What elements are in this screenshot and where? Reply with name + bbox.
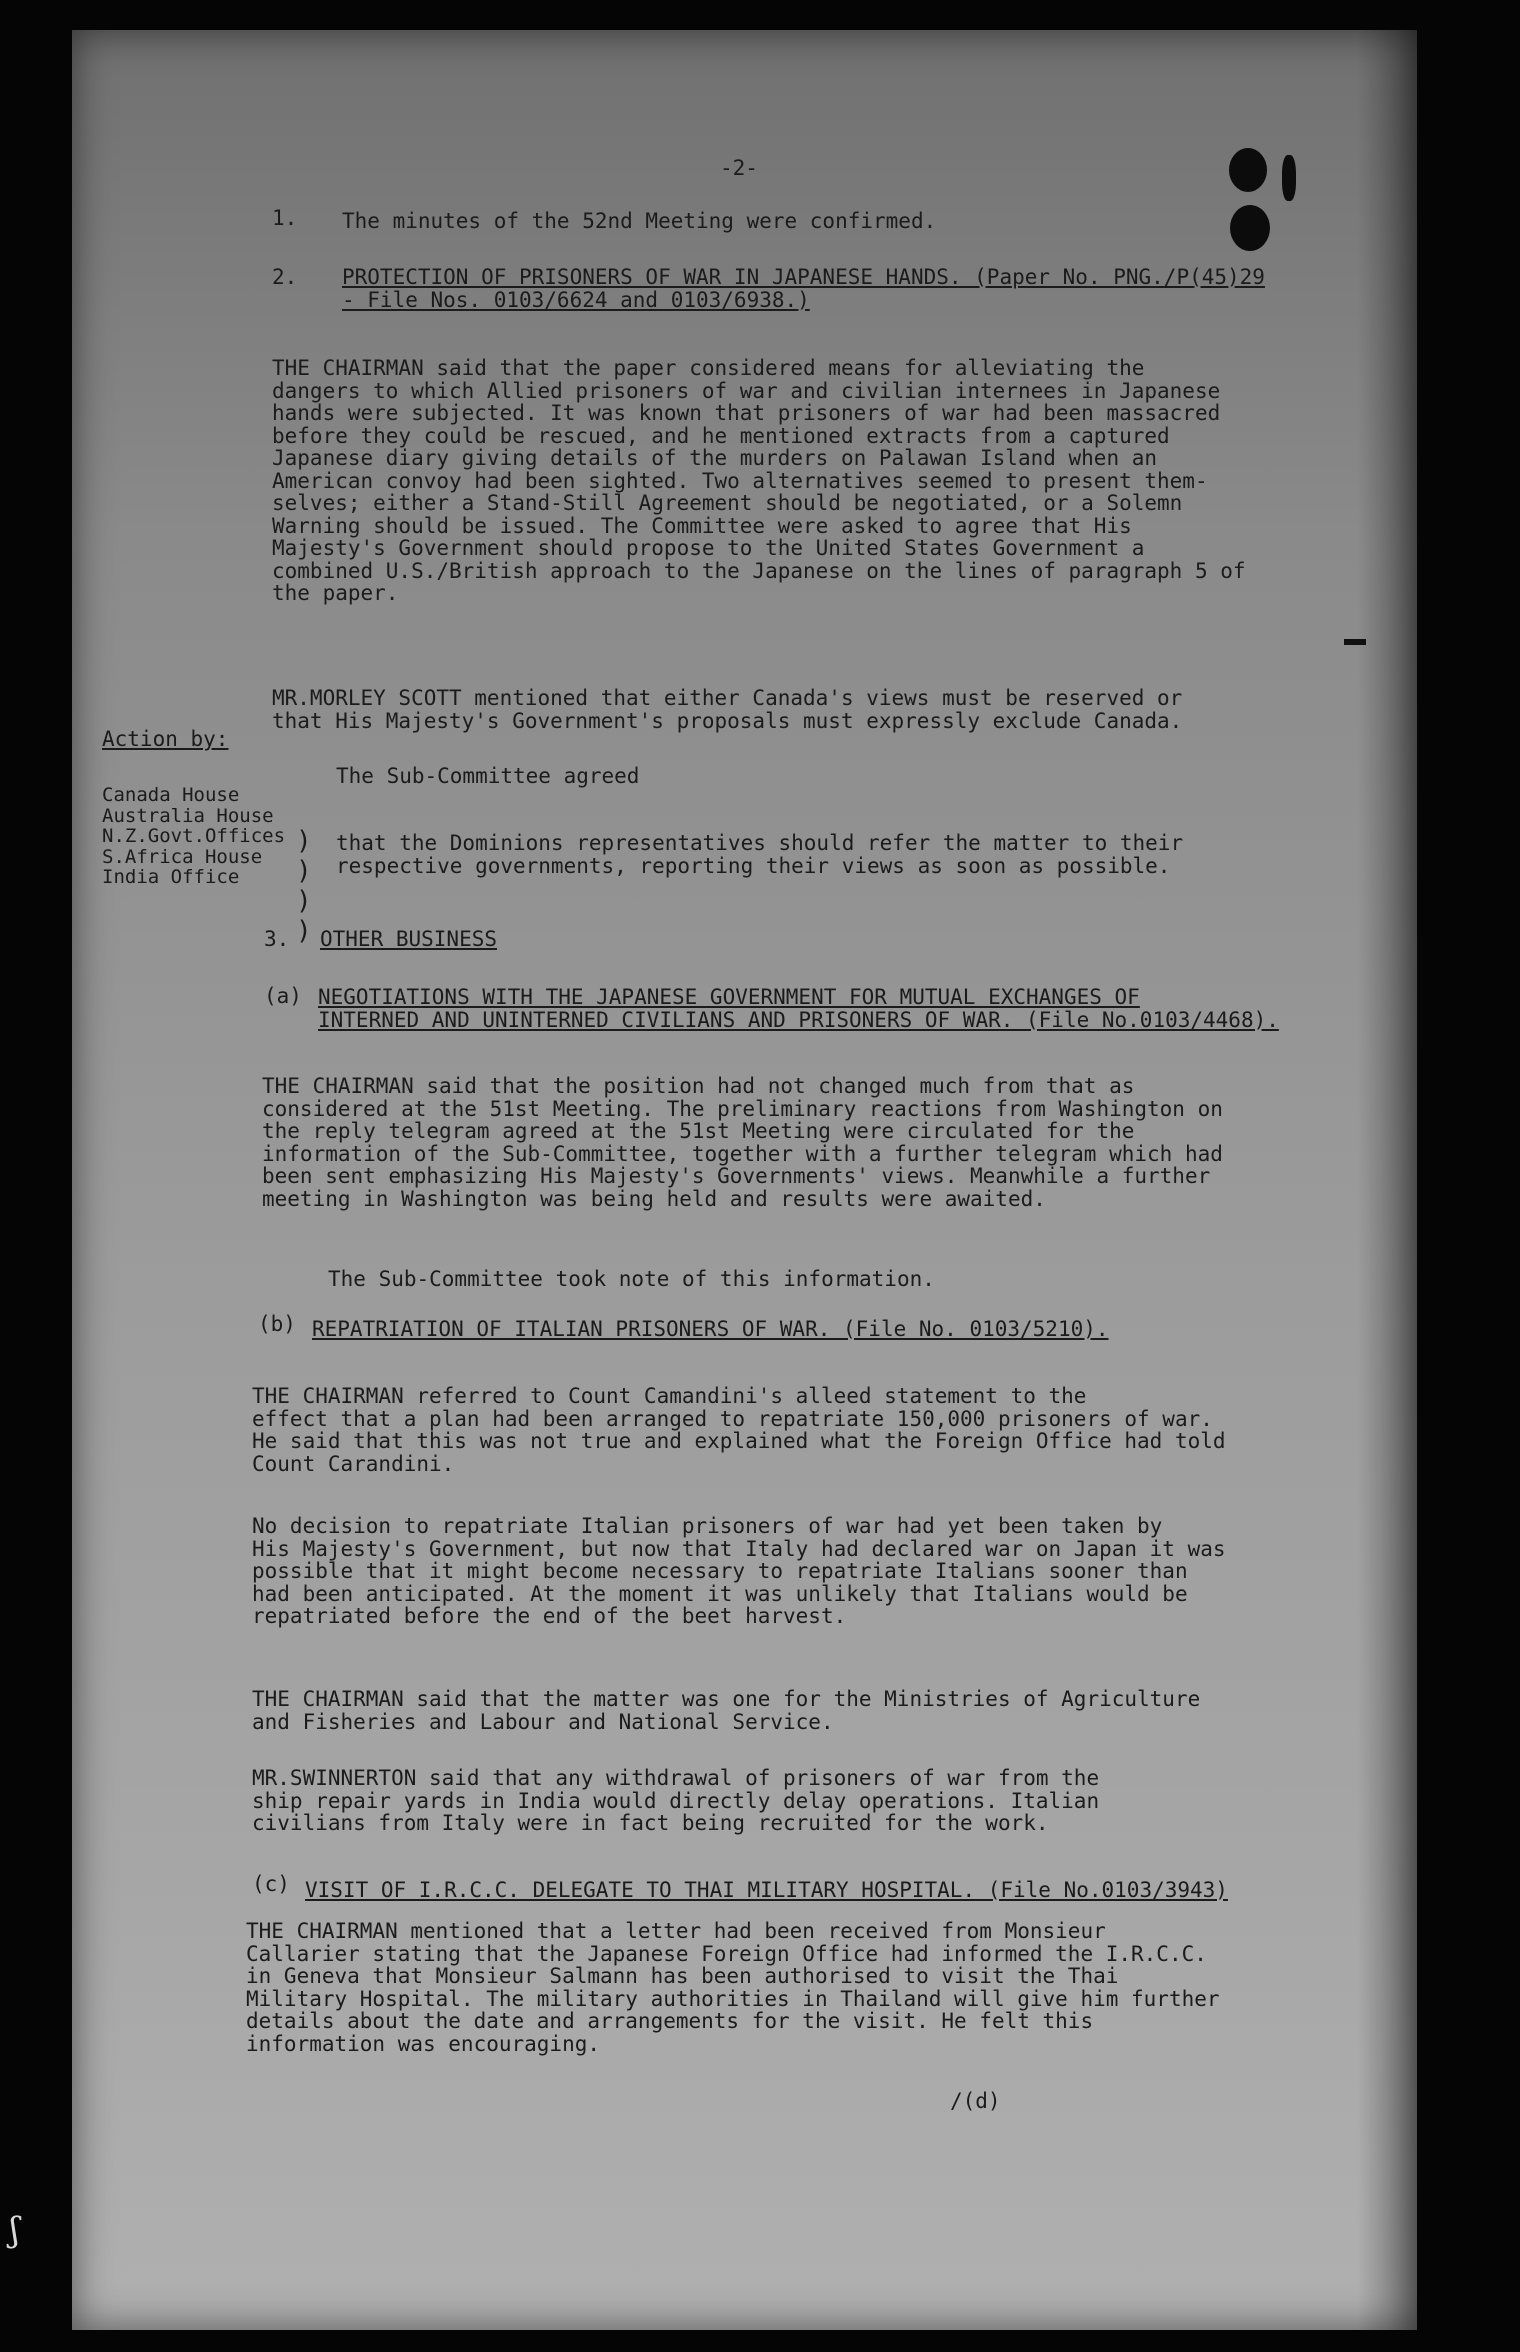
subitem-label: (a) bbox=[264, 984, 302, 1008]
subsection-heading: REPATRIATION OF ITALIAN PRISONERS OF WAR. (File No. 0103/5210). bbox=[312, 1317, 1109, 1341]
subitem-label: (b) bbox=[258, 1312, 296, 1336]
margin-dash bbox=[1344, 639, 1366, 645]
subsection-heading: VISIT OF I.R.C.C. DELEGATE TO THAI MILITARY HOSPITAL. (File No.0103/3943) bbox=[305, 1878, 1228, 1902]
paragraph: The Sub-Committee agreed bbox=[336, 764, 640, 788]
paragraph: No decision to repatriate Italian prisoners of war had yet been taken by His Majesty's Government, but now that Italy had declared war on Japan it was possible that it might become necessary to repatriate Italians sooner than had been anticipated. At the moment it was unlikely that Italians would be repatriated before the end of the beet harvest. bbox=[252, 1514, 1226, 1628]
subsection-heading: NEGOTIATIONS WITH THE JAPANESE GOVERNMENT FOR MUTUAL EXCHANGES OF INTERNED AND UNINTERNED CIVILIANS AND PRISONERS OF WAR. (File No.0103/4468). bbox=[318, 985, 1279, 1032]
item-number: 1. bbox=[272, 206, 298, 230]
section-heading: PROTECTION OF PRISONERS OF WAR IN JAPANESE HANDS. (Paper No. PNG./P(45)29 - File Nos. 0103/6624 and 0103/6938.) bbox=[342, 265, 1265, 312]
section-heading: OTHER BUSINESS bbox=[320, 927, 498, 951]
action-by-label: Action by: bbox=[102, 727, 229, 751]
item-number: 3. bbox=[264, 927, 290, 951]
ink-blot bbox=[1229, 148, 1267, 192]
paragraph: The Sub-Committee took note of this information. bbox=[328, 1267, 935, 1291]
paragraph: THE CHAIRMAN said that the matter was one for the Ministries of Agriculture and Fisheries and Labour and National Service. bbox=[252, 1687, 1201, 1734]
paragraph: MR.MORLEY SCOTT mentioned that either Canada's views must be reserved or that His Majesty's Government's proposals must expressly exclude Canada. bbox=[272, 686, 1183, 733]
action-offices-list: Canada House Australia House N.Z.Govt.Offices S.Africa House India Office bbox=[102, 784, 286, 888]
page-number: -2- bbox=[720, 156, 758, 180]
continuation-marker: /(d) bbox=[950, 2089, 1001, 2113]
subitem-label: (c) bbox=[252, 1872, 290, 1896]
item-text: The minutes of the 52nd Meeting were confirmed. bbox=[342, 209, 937, 233]
ink-blot bbox=[1282, 155, 1296, 201]
paragraph: THE CHAIRMAN referred to Count Camandini's alleed statement to the effect that a plan had been arranged to repatriate 150,000 prisoners of war. He said that this was not true and explained what the Foreign Office had told Count Carandini. bbox=[252, 1384, 1226, 1476]
item-number: 2. bbox=[272, 265, 298, 289]
ink-blot bbox=[1230, 205, 1270, 251]
edge-mark: ʃ bbox=[10, 2210, 20, 2250]
resolution-text: that the Dominions representatives should refer the matter to their respective governments, reporting their views as soon as possible. bbox=[336, 831, 1184, 878]
paragraph: THE CHAIRMAN said that the paper considered means for alleviating the dangers to which Allied prisoners of war and civilian internees in Japanese hands were subjected. It was known that prisoners of war had been massacred before they could be rescued, and he mentioned extracts from a captured Japanese diary giving details of the murders on Palawan Island when an American convoy had been sighted. Two alternatives seemed to present them- selves; either a Stand-Still Agreement should be negotiated, or a Solemn Warning should be issued. The Committee were asked to agree that His Majesty's Government should propose to the United States Government a combined U.S./British approach to the Japanese on the lines of paragraph 5 of the paper. bbox=[272, 356, 1246, 605]
paragraph: THE CHAIRMAN mentioned that a letter had been received from Monsieur Callarier stating that the Japanese Foreign Office had informed the I.R.C.C. in Geneva that Monsieur Salmann has been authorised to visit the Thai Military Hospital. The military authorities in Thailand will give him further details about the date and arrangements for the visit. He felt this information was encouraging. bbox=[246, 1919, 1220, 2056]
paragraph: THE CHAIRMAN said that the position had not changed much from that as considered at the 51st Meeting. The preliminary reactions from Washington on the reply telegram agreed at the 51st Meeting were circulated for the information of the Sub-Committee, together with a further telegram which had been sent emphasizing His Majesty's Governments' views. Meanwhile a further meeting in Washington was being held and results were awaited. bbox=[262, 1074, 1223, 1211]
paragraph: MR.SWINNERTON said that any withdrawal of prisoners of war from the ship repair yards in India would directly delay operations. Italian civilians from Italy were in fact being recruited for the work. bbox=[252, 1766, 1100, 1835]
brace: ) ) ) ) bbox=[296, 826, 312, 946]
